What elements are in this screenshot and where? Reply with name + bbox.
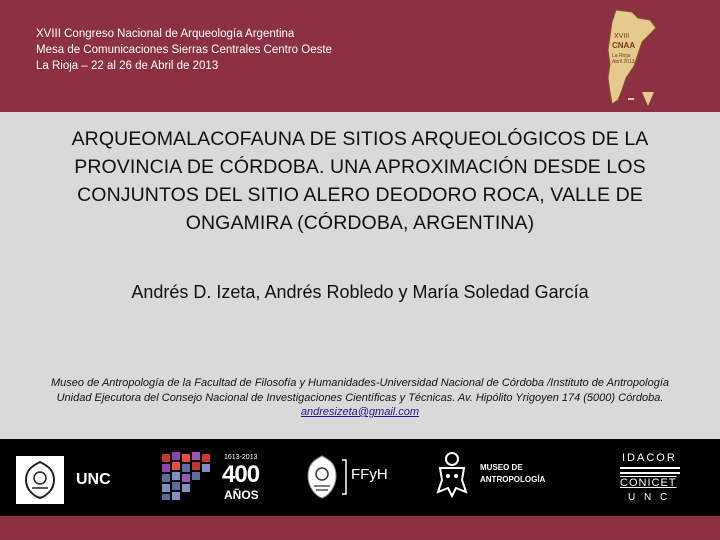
affiliation	[36, 376, 684, 420]
unc-small-logo-text: U N C	[628, 492, 671, 503]
svg-text:XVIII: XVIII	[614, 33, 630, 40]
poster-title: ARQUEOMALACOFAUNA DE SITIOS ARQUEOLÓGICOS DE LA PROVINCIA DE CÓRDOBA. UNA APROXIMACIÓN DESDE LOS CONJUNTOS DEL SITIO ALERO DEODORO ROCA, VALLE DE ONGAMIRA (CÓRDOBA, ARGENTINA)	[71, 128, 649, 234]
ffyh-bracket-icon	[340, 458, 348, 496]
conference-date: La Rioja – 22 al 26 de Abril de 2013	[36, 60, 219, 72]
footer-band	[0, 516, 720, 540]
affiliation-text: Museo de Antropología de la Facultad de Filosofía y Humanidades-Universidad Nacional de Córdoba /Instituto de Antropología Unidad Ejecutora del Consejo Nacional de Investigaciones Científicas y Técnicas. Av. Hipólito Yrigoyen 174 (5000) Córdoba.	[51, 377, 669, 404]
authors: Andrés D. Izeta, Andrés Robledo y María Soledad García	[131, 282, 589, 302]
conicet-logo-text: CONICET	[620, 477, 677, 489]
argentina-map-logo	[598, 8, 664, 108]
museo-logo-line2: ANTROPOLOGÍA	[480, 475, 546, 484]
unc-logo-text: UNC	[76, 471, 111, 488]
svg-text:CNAA: CNAA	[612, 41, 636, 50]
idacor-stripes-icon	[620, 466, 680, 476]
svg-text:Abril 2013: Abril 2013	[612, 59, 635, 65]
ffyh-crest-icon	[304, 454, 340, 500]
museo-logo-line1: MUSEO DE	[480, 463, 523, 472]
conference-name: XVIII Congreso Nacional de Arqueología Argentina	[36, 28, 295, 40]
idacor-logo-text: IDACOR	[622, 452, 677, 464]
museo-figure-icon	[432, 450, 472, 500]
unc-shield-icon	[16, 456, 64, 504]
400-anios-mosaic-icon	[160, 450, 218, 502]
anniversary-number: 400	[222, 461, 260, 488]
conference-session: Mesa de Comunicaciones Sierras Centrales Centro Oeste	[36, 44, 332, 56]
email-link[interactable]: andresizeta@gmail.com	[300, 406, 420, 418]
anniversary-word: AÑOS	[224, 488, 259, 502]
anniversary-years: 1613-2013	[224, 454, 258, 461]
svg-text:La Rioja: La Rioja	[612, 53, 631, 59]
ffyh-logo-text: FFyH	[351, 466, 388, 483]
